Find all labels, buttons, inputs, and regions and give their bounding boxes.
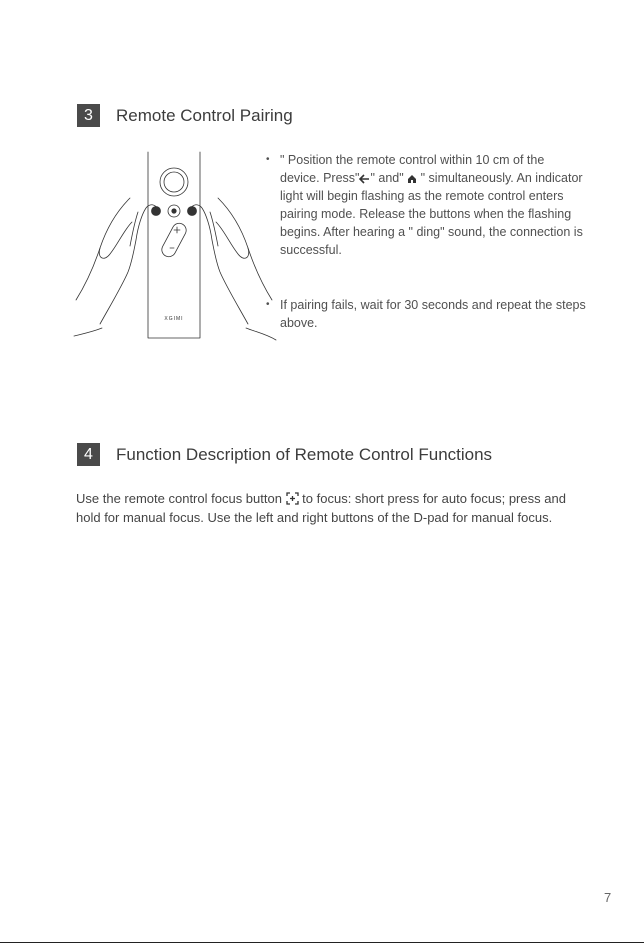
section-number-badge: 3	[77, 104, 100, 127]
bullet-text-part: " and"	[370, 171, 408, 185]
body-text-part: to focus: short press for auto focus; press and hold for manual focus. Use the left and right buttons of the D-pad for manual focus.	[76, 491, 566, 525]
brand-logo: XGIMI	[164, 316, 184, 322]
bullet-dot: •	[266, 154, 270, 165]
remote-pairing-illustration	[72, 150, 278, 342]
bullet-text	[280, 151, 586, 259]
right-thumb-pressed-button	[188, 207, 197, 216]
section-3-heading	[77, 104, 293, 127]
section-4-heading	[77, 443, 492, 466]
body-text-part: Use the remote control focus button	[76, 491, 286, 506]
section-number-badge: 4	[77, 443, 100, 466]
function-description-body	[76, 490, 582, 527]
bottom-divider	[0, 942, 644, 943]
remote-body	[148, 152, 200, 338]
left-thumb-pressed-button	[152, 207, 161, 216]
focus-button-icon	[286, 492, 299, 505]
remote-volume-rocker	[159, 221, 188, 259]
right-hand-finger	[216, 198, 249, 258]
pairing-instruction-1	[266, 151, 586, 259]
section-title: Function Description of Remote Control Functions	[116, 444, 493, 464]
section-title: Remote Control Pairing	[116, 105, 293, 125]
left-hand-finger	[99, 198, 132, 258]
home-icon	[407, 174, 417, 184]
bullet-text-part: " simultaneously. An indicator light will begin flashing as the remote control enters pairing mode. Release the buttons when the flashing begins. After hearing a " ding" sound, the connection is successful.	[280, 171, 583, 257]
pairing-instruction-2	[266, 296, 586, 332]
bullet-dot: •	[266, 299, 270, 310]
page-number: 7	[604, 890, 612, 905]
bullet-text-part: " Position the remote control within 10 cm of the device. Press"	[280, 153, 545, 185]
back-arrow-icon	[359, 174, 370, 184]
bullet-text: If pairing fails, wait for 30 seconds and repeat the steps above.	[280, 298, 586, 330]
